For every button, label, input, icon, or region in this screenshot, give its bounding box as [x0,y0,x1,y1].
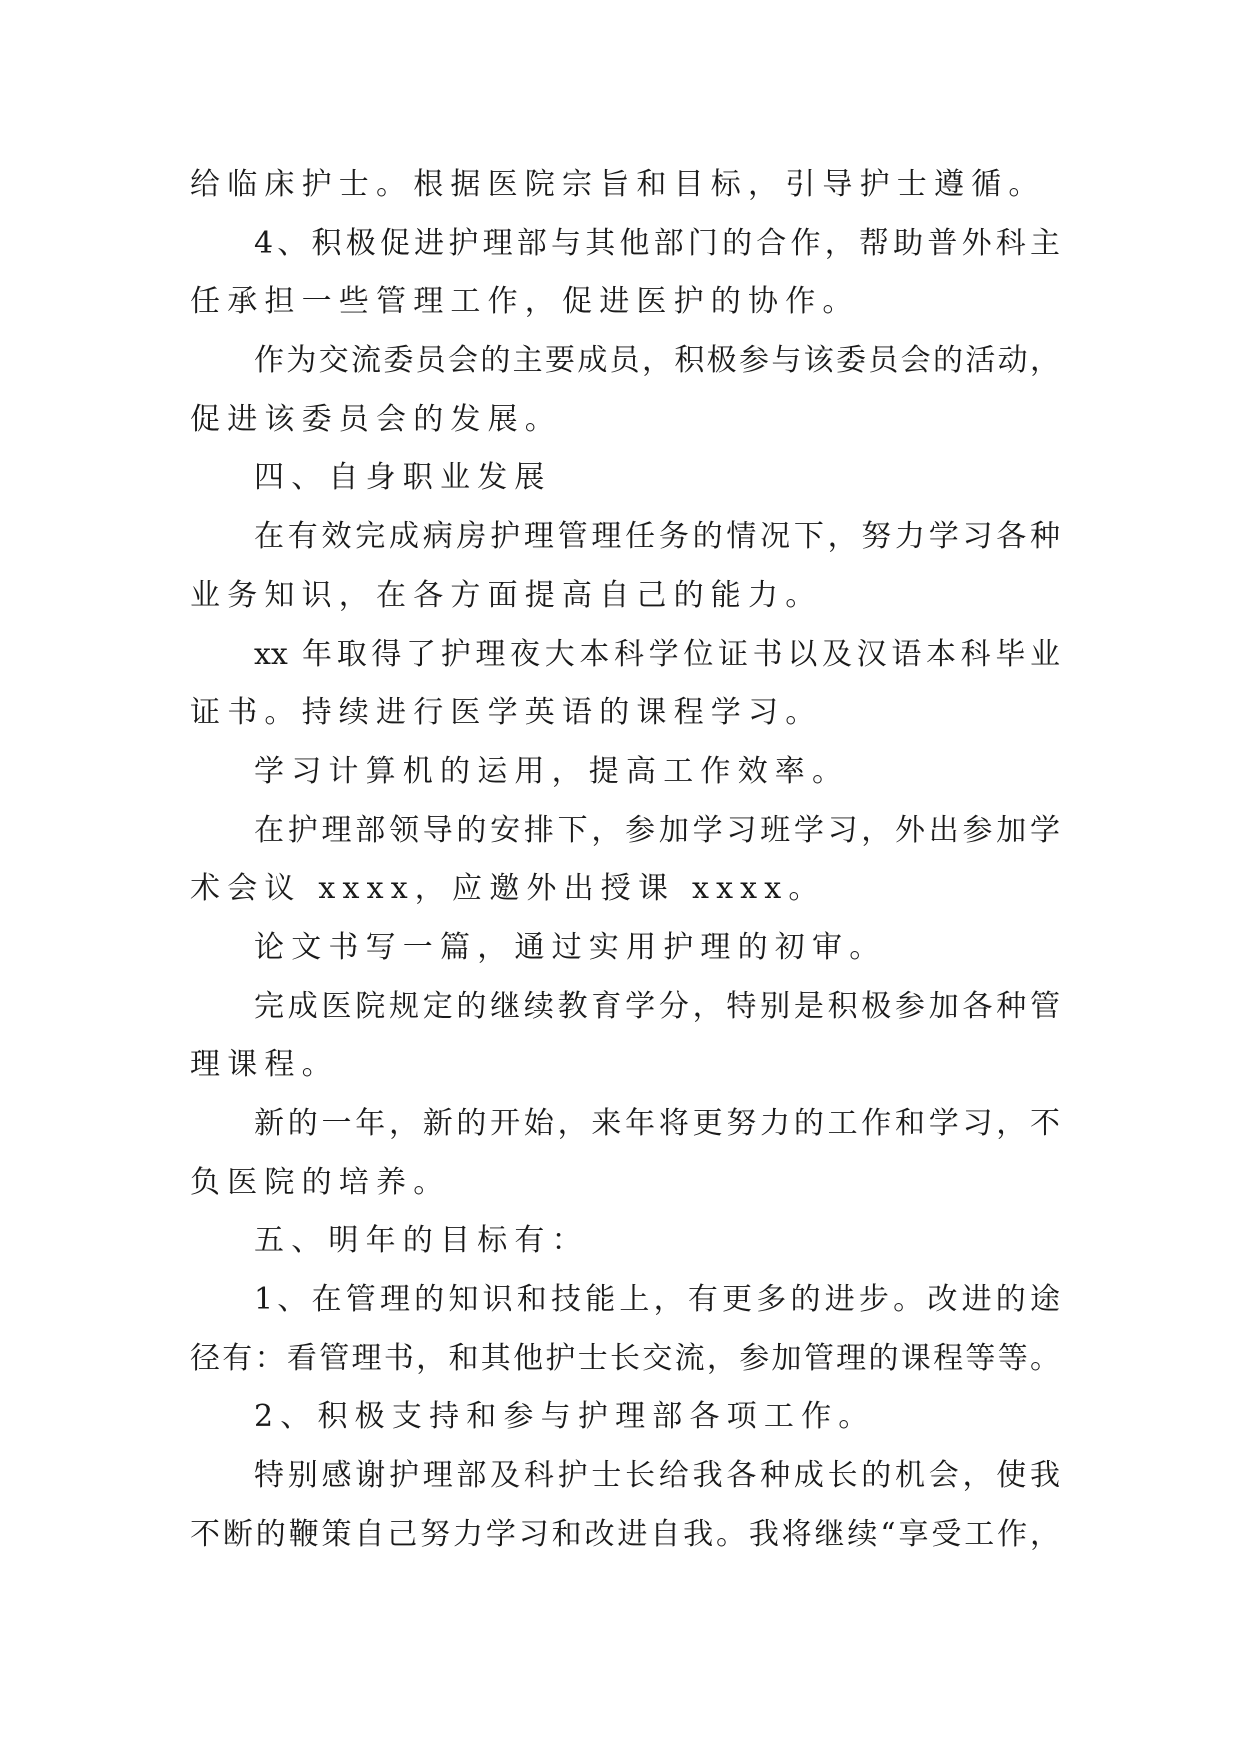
text-line: 在有效完成病房护理管理任务的情况下，努力学习各种 [254,519,1060,555]
text-line: 1、在管理的知识和技能上，有更多的进步。改进的途 [254,1282,1060,1318]
text-line: 论文书写一篇，通过实用护理的初审。 [254,929,887,965]
text-line: 给临床护士。根据医院宗旨和目标，引导护士遵循。 [190,167,1046,202]
text-line: 负医院的培养。 [190,1164,451,1200]
text-line: 业务知识，在各方面提高自己的能力。 [190,577,823,613]
text-line: 4、积极促进护理部与其他部门的合作，帮助普外科主 [254,225,1060,261]
section-heading: 四、自身职业发展 [254,460,552,496]
document-body [190,156,1060,1565]
text-line: 术会议 xxxx，应邀外出授课 xxxx。 [190,871,826,907]
section-heading: 五、明年的目标有： [254,1223,589,1259]
text-line: 作为交流委员会的主要成员，积极参与该委员会的活动， [254,343,1060,379]
text-line: 任承担一些管理工作，促进医护的协作。 [190,284,860,320]
text-line: 径有：看管理书，和其他护士长交流，参加管理的课程等等。 [190,1340,1060,1376]
text-line: 完成医院规定的继续教育学分，特别是积极参加各种管 [254,988,1060,1024]
text-line: 在护理部领导的安排下，参加学习班学习，外出参加学 [254,812,1060,848]
text-line: xx 年取得了护理夜大本科学位证书以及汉语本科毕业 [254,636,1060,672]
text-line: 特别感谢护理部及科护士长给我各种成长的机会，使我 [254,1458,1060,1494]
text-line: 证书。持续进行医学英语的课程学习。 [190,695,823,731]
text-line: 理课程。 [190,1047,339,1083]
text-line: 不断的鞭策自己努力学习和改进自我。我将继续“享受工作， [190,1516,1060,1552]
text-line: 促进该委员会的发展。 [190,401,562,437]
text-line: 2、积极支持和参与护理部各项工作。 [254,1399,876,1435]
text-line: 新的一年，新的开始，来年将更努力的工作和学习，不 [254,1106,1060,1141]
text-line: 学习计算机的运用，提高工作效率。 [254,753,850,789]
